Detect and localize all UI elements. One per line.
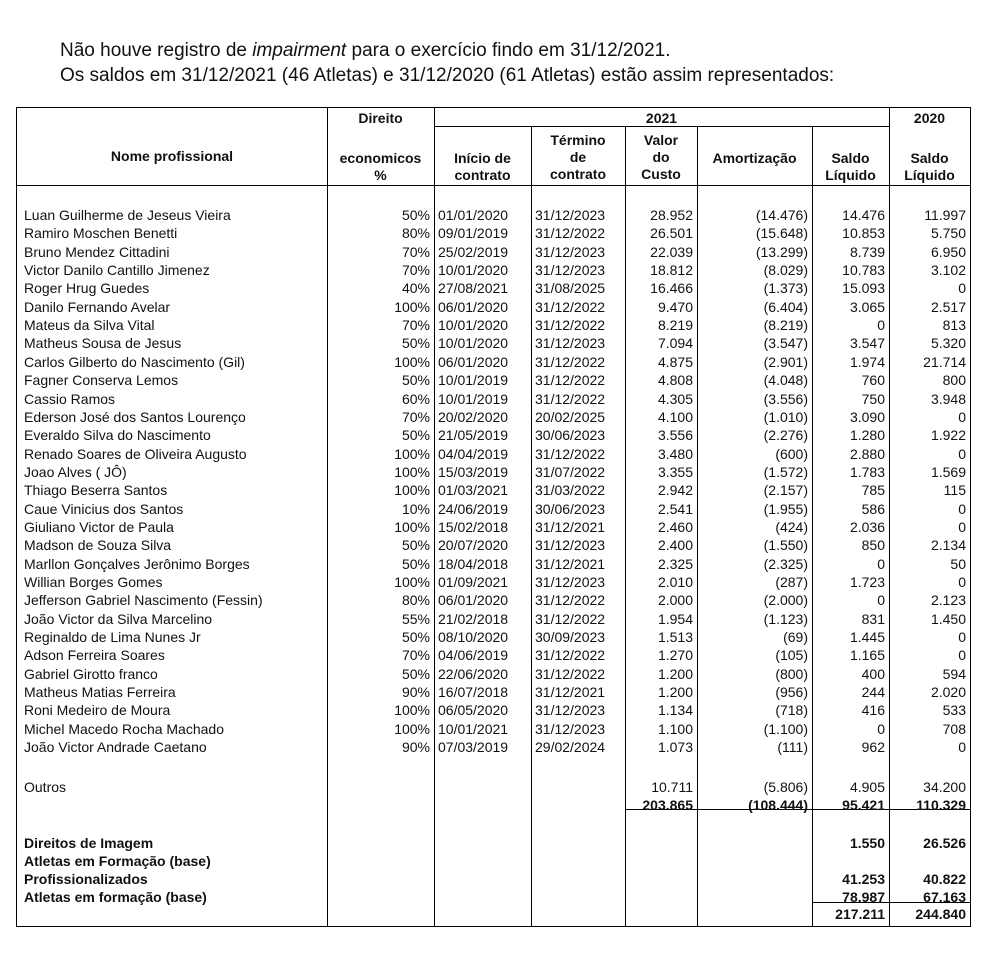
cell-termino: 31/12/2023: [535, 702, 606, 719]
table-row: [17, 279, 970, 297]
header-year-2021: 2021: [645, 110, 678, 126]
cell-inicio: 10/01/2019: [438, 372, 509, 389]
cell-direito: 60%: [401, 390, 430, 407]
cell-direito: 90%: [401, 739, 430, 756]
cell-inicio: 18/04/2018: [438, 555, 509, 572]
cell-valor: 2.942: [657, 482, 693, 499]
table-row: [17, 573, 970, 591]
cell-nome: Renado Soares de Oliveira Augusto: [24, 445, 247, 462]
cell-direito: 100%: [394, 353, 430, 370]
cell-termino: 29/02/2024: [535, 739, 606, 756]
cell-amortizacao: (956): [775, 684, 808, 701]
cell-nome: Matheus Matias Ferreira: [24, 684, 176, 701]
cell-saldo-2021: 400: [861, 665, 885, 682]
cell-termino: 30/06/2023: [535, 500, 606, 517]
cell-direito: 100%: [394, 298, 430, 315]
cell-direito: 100%: [394, 518, 430, 535]
cell-saldo-2021: 831: [861, 610, 885, 627]
cell-direito: 100%: [394, 445, 430, 462]
cell-saldo-2021: 1.974: [849, 353, 885, 370]
cell-termino: 31/12/2023: [535, 207, 606, 223]
header-direito-sub: economicos %: [339, 150, 422, 183]
table-row: [17, 206, 970, 224]
cell-inicio: 01/09/2021: [438, 574, 509, 590]
cell-saldo-2020: 2.517: [930, 298, 966, 315]
cell-saldo-2020: 0: [958, 408, 966, 425]
cell-termino: 31/12/2021: [535, 518, 606, 535]
cell-inicio: 25/02/2019: [438, 243, 509, 260]
header-amortizacao: Amortização: [712, 150, 797, 166]
cell-termino: 31/12/2021: [535, 555, 606, 572]
cell-termino: 31/03/2022: [535, 482, 606, 499]
cell-saldo-2021: 0: [877, 317, 885, 334]
table-row: [17, 720, 970, 738]
cell-inicio: 10/01/2020: [438, 317, 509, 334]
table-row: [17, 316, 970, 334]
cell-valor: 1.200: [657, 665, 693, 682]
cell-saldo-2021: 3.065: [849, 298, 885, 315]
totals-row: Atletas em Formação (base): [24, 853, 211, 869]
grand-total-row: 217.211 244.840: [835, 906, 966, 922]
cell-nome: Luan Guilherme de Jeseus Vieira: [24, 207, 231, 223]
cell-termino: 20/02/2025: [535, 408, 606, 425]
cell-saldo-2021: 1.165: [849, 647, 885, 664]
cell-valor: 9.470: [657, 298, 693, 315]
cell-amortizacao: (6.404): [763, 298, 808, 315]
table-row: [17, 518, 970, 536]
table-row: [17, 371, 970, 389]
cell-saldo-2021: 586: [861, 500, 885, 517]
cell-direito: 10%: [401, 500, 430, 517]
cell-amortizacao: (2.325): [763, 555, 808, 572]
cell-amortizacao: (2.000): [763, 592, 808, 609]
cell-nome: Madson de Souza Silva: [24, 537, 172, 554]
cell-inicio: 27/08/2021: [438, 280, 509, 297]
cell-saldo-2020: 2.020: [930, 684, 966, 701]
cell-valor: 1.954: [657, 610, 693, 627]
cell-saldo-2021: 962: [861, 739, 885, 756]
cell-saldo-2020: 11.997: [924, 207, 966, 223]
cell-termino: 31/12/2022: [535, 353, 606, 370]
cell-inicio: 22/06/2020: [438, 665, 509, 682]
cell-termino: 31/12/2022: [535, 610, 606, 627]
cell-nome: João Victor da Silva Marcelino: [24, 610, 213, 627]
cell-amortizacao: (8.219): [763, 317, 808, 334]
cell-direito: 50%: [401, 335, 430, 352]
cell-inicio: 06/01/2020: [438, 592, 509, 609]
cell-direito: 55%: [401, 610, 430, 627]
cell-valor: 22.039: [650, 243, 693, 260]
cell-valor: 4.100: [657, 408, 693, 425]
cell-valor: 7.094: [657, 335, 693, 352]
cell-termino: 31/12/2023: [535, 262, 606, 279]
cell-direito: 40%: [401, 280, 430, 297]
cell-inicio: 16/07/2018: [438, 684, 509, 701]
cell-saldo-2021: 10.853: [842, 225, 885, 242]
cell-saldo-2020: 2.123: [930, 592, 966, 609]
cell-valor: 2.325: [657, 555, 693, 572]
cell-direito: 80%: [401, 225, 430, 242]
intro-line-2: Os saldos em 31/12/2021 (46 Atletas) e 31/12/2020 (61 Atletas) estão assim representados:: [60, 65, 835, 86]
totals-row: Profissionalizados 41.253 40.822: [24, 871, 966, 887]
cell-amortizacao: (800): [775, 665, 808, 682]
cell-saldo-2021: 760: [861, 372, 885, 389]
table-row: [17, 628, 970, 646]
cell-saldo-2020: 3.948: [930, 390, 966, 407]
cell-nome: Adson Ferreira Soares: [24, 647, 165, 664]
cell-saldo-2021: 10.783: [842, 262, 885, 279]
intro-line-1: Não houve registro de impairment para o exercício findo em 31/12/2021.: [60, 40, 671, 61]
cell-saldo-2021: 3.090: [849, 408, 885, 425]
cell-saldo-2021: 1.783: [849, 463, 885, 480]
cell-direito: 70%: [401, 647, 430, 664]
header-saldo-2021: Saldo Líquido: [825, 150, 876, 183]
cell-direito: 70%: [401, 317, 430, 334]
table-row: [17, 298, 970, 316]
cell-nome: Joao Alves ( JÔ): [24, 463, 127, 480]
header-termino: Término de contrato: [550, 132, 606, 182]
cell-amortizacao: (15.648): [755, 225, 808, 242]
cell-saldo-2021: 785: [861, 482, 885, 499]
cell-termino: 31/12/2022: [535, 390, 606, 407]
cell-amortizacao: (424): [775, 518, 808, 535]
cell-direito: 100%: [394, 482, 430, 499]
cell-termino: 31/12/2021: [535, 684, 606, 701]
cell-valor: 2.000: [657, 592, 693, 609]
cell-saldo-2020: 1.569: [930, 463, 966, 480]
table-row: [17, 591, 970, 609]
cell-inicio: 06/01/2020: [438, 298, 509, 315]
cell-saldo-2021: 2.880: [849, 445, 885, 462]
cell-nome: Willian Borges Gomes: [24, 574, 163, 590]
table-row: [17, 408, 970, 426]
cell-valor: 3.556: [657, 427, 693, 444]
cell-inicio: 06/05/2020: [438, 702, 509, 719]
cell-amortizacao: (13.299): [755, 243, 808, 260]
totals-row: Direitos de Imagem 1.550 26.526: [24, 835, 966, 851]
cell-inicio: 10/01/2020: [438, 262, 509, 279]
cell-amortizacao: (718): [775, 702, 808, 719]
table-row: [17, 610, 970, 628]
cell-valor: 4.875: [657, 353, 693, 370]
cell-direito: 100%: [394, 463, 430, 480]
cell-termino: 31/12/2022: [535, 298, 606, 315]
table-row: [17, 243, 970, 261]
cell-valor: 28.952: [650, 207, 693, 223]
cell-saldo-2020: 0: [958, 574, 966, 590]
cell-termino: 31/12/2022: [535, 592, 606, 609]
cell-nome: Roger Hrug Guedes: [24, 280, 150, 297]
cell-saldo-2021: 850: [861, 537, 885, 554]
cell-inicio: 06/01/2020: [438, 353, 509, 370]
cell-valor: 3.355: [657, 463, 693, 480]
cell-valor: 1.073: [657, 739, 693, 756]
header-nome: Nome profissional: [110, 148, 234, 164]
athletes-table: [16, 107, 971, 927]
cell-termino: 31/12/2023: [535, 335, 606, 352]
outros-row: Outros 10.711 (5.806) 4.905 34.200: [24, 779, 966, 795]
cell-amortizacao: (1.373): [763, 280, 808, 297]
cell-amortizacao: (4.048): [763, 372, 808, 389]
cell-nome: Bruno Mendez Cittadini: [24, 243, 170, 260]
cell-inicio: 24/06/2019: [438, 500, 509, 517]
cell-direito: 50%: [401, 537, 430, 554]
cell-termino: 31/12/2022: [535, 317, 606, 334]
cell-inicio: 20/07/2020: [438, 537, 509, 554]
cell-amortizacao: (1.010): [763, 408, 808, 425]
cell-valor: 26.501: [650, 225, 693, 242]
cell-inicio: 01/03/2021: [438, 482, 509, 499]
cell-valor: 4.305: [657, 390, 693, 407]
cell-nome: Gabriel Girotto franco: [24, 665, 158, 682]
cell-nome: Mateus da Silva Vital: [24, 317, 155, 334]
cell-inicio: 07/03/2019: [438, 739, 509, 756]
cell-amortizacao: (2.276): [763, 427, 808, 444]
cell-nome: Giuliano Victor de Paula: [24, 518, 174, 535]
cell-valor: 18.812: [650, 262, 693, 279]
cell-amortizacao: (2.157): [763, 482, 808, 499]
cell-saldo-2020: 708: [942, 720, 966, 737]
cell-saldo-2021: 0: [877, 555, 885, 572]
cell-saldo-2020: 3.102: [930, 262, 966, 279]
cell-amortizacao: (1.100): [763, 720, 808, 737]
header-inicio: Início de contrato: [454, 150, 511, 183]
cell-saldo-2020: 21.714: [923, 353, 966, 370]
cell-saldo-2020: 0: [958, 518, 966, 535]
table-row: [17, 683, 970, 701]
table-row: [17, 334, 970, 352]
cell-amortizacao: (3.556): [763, 390, 808, 407]
cell-direito: 50%: [401, 372, 430, 389]
cell-saldo-2020: 0: [958, 739, 966, 756]
header-year-2020: 2020: [913, 110, 946, 126]
cell-valor: 8.219: [657, 317, 693, 334]
cell-nome: Roni Medeiro de Moura: [24, 702, 171, 719]
cell-saldo-2020: 0: [958, 280, 966, 297]
cell-inicio: 20/02/2020: [438, 408, 509, 425]
header-direito: Direito: [358, 110, 403, 126]
cell-direito: 100%: [394, 574, 430, 590]
cell-saldo-2020: 0: [958, 647, 966, 664]
cell-nome: Victor Danilo Cantillo Jimenez: [24, 262, 210, 279]
cell-nome: Marllon Gonçalves Jerônimo Borges: [24, 555, 250, 572]
cell-direito: 50%: [401, 629, 430, 646]
cell-amortizacao: (287): [775, 574, 808, 590]
cell-saldo-2020: 0: [958, 629, 966, 646]
cell-termino: 31/12/2022: [535, 372, 606, 389]
cell-nome: João Victor Andrade Caetano: [24, 739, 207, 756]
cell-nome: Everaldo Silva do Nascimento: [24, 427, 211, 444]
cell-nome: Fagner Conserva Lemos: [24, 372, 179, 389]
cell-termino: 31/12/2023: [535, 537, 606, 554]
cell-termino: 31/12/2023: [535, 574, 606, 590]
cell-saldo-2021: 1.445: [849, 629, 885, 646]
cell-saldo-2021: 3.547: [849, 335, 885, 352]
table-row: [17, 390, 970, 408]
table-row: [17, 353, 970, 371]
cell-amortizacao: (69): [783, 629, 808, 646]
cell-direito: 70%: [401, 243, 430, 260]
cell-valor: 1.513: [657, 629, 693, 646]
cell-inicio: 10/01/2019: [438, 390, 509, 407]
cell-valor: 1.200: [657, 684, 693, 701]
cell-amortizacao: (111): [777, 739, 808, 756]
cell-saldo-2020: 0: [958, 500, 966, 517]
cell-nome: Danilo Fernando Avelar: [24, 298, 171, 315]
table-row: [17, 224, 970, 242]
table-row: [17, 481, 970, 499]
table-row: [17, 261, 970, 279]
table-row: [17, 536, 970, 554]
cell-nome: Matheus Sousa de Jesus: [24, 335, 182, 352]
header-valor: Valor do Custo: [641, 132, 681, 182]
table-row: [17, 426, 970, 444]
cell-inicio: 15/03/2019: [438, 463, 509, 480]
cell-inicio: 08/10/2020: [438, 629, 509, 646]
cell-termino: 31/08/2025: [535, 280, 606, 297]
cell-direito: 50%: [401, 207, 430, 223]
cell-saldo-2020: 813: [942, 317, 966, 334]
header-saldo-2020: Saldo Líquido: [904, 150, 955, 183]
cell-saldo-2020: 2.134: [930, 537, 966, 554]
table-row: [17, 646, 970, 664]
cell-termino: 31/12/2022: [535, 647, 606, 664]
cell-direito: 50%: [401, 555, 430, 572]
cell-amortizacao: (600): [775, 445, 808, 462]
cell-saldo-2021: 244: [861, 684, 885, 701]
cell-direito: 50%: [401, 665, 430, 682]
cell-saldo-2021: 8.739: [849, 243, 885, 260]
cell-inicio: 04/04/2019: [438, 445, 509, 462]
cell-nome: Carlos Gilberto do Nascimento (Gil): [24, 353, 245, 370]
cell-saldo-2021: 1.280: [849, 427, 885, 444]
cell-direito: 70%: [401, 408, 430, 425]
cell-amortizacao: (1.572): [763, 463, 808, 480]
table-row: [17, 701, 970, 719]
cell-termino: 31/12/2023: [535, 243, 606, 260]
cell-amortizacao: (3.547): [763, 335, 808, 352]
cell-valor: 2.010: [657, 574, 693, 590]
cell-saldo-2020: 594: [942, 665, 966, 682]
cell-valor: 1.100: [657, 720, 693, 737]
cell-nome: Jefferson Gabriel Nascimento (Fessin): [24, 592, 263, 609]
cell-amortizacao: (105): [775, 647, 808, 664]
cell-inicio: 10/01/2020: [438, 335, 509, 352]
cell-saldo-2020: 5.750: [930, 225, 966, 242]
cell-termino: 30/06/2023: [535, 427, 606, 444]
cell-nome: Ramiro Moschen Benetti: [24, 225, 178, 242]
cell-termino: 31/12/2022: [535, 665, 606, 682]
cell-termino: 31/07/2022: [535, 463, 606, 480]
cell-nome: Reginaldo de Lima Nunes Jr: [24, 629, 201, 646]
cell-direito: 100%: [394, 720, 430, 737]
cell-inicio: 10/01/2021: [438, 720, 509, 737]
cell-direito: 80%: [401, 592, 430, 609]
cell-inicio: 21/02/2018: [438, 610, 509, 627]
cell-inicio: 04/06/2019: [438, 647, 509, 664]
cell-termino: 31/12/2023: [535, 720, 606, 737]
cell-direito: 70%: [401, 262, 430, 279]
cell-saldo-2020: 0: [958, 445, 966, 462]
cell-saldo-2020: 115: [943, 482, 966, 499]
table-row: [17, 500, 970, 518]
table-row: [17, 665, 970, 683]
cell-amortizacao: (1.955): [763, 500, 808, 517]
cell-saldo-2020: 1.922: [930, 427, 966, 444]
cell-termino: 31/12/2022: [535, 445, 606, 462]
cell-valor: 1.270: [657, 647, 693, 664]
cell-saldo-2020: 5.320: [930, 335, 966, 352]
intro-text: [60, 38, 834, 88]
cell-nome: Thiago Beserra Santos: [24, 482, 168, 499]
cell-saldo-2020: 533: [942, 702, 966, 719]
table-row: [17, 555, 970, 573]
cell-inicio: 15/02/2018: [438, 518, 509, 535]
cell-nome: Caue Vinicius dos Santos: [24, 500, 184, 517]
cell-inicio: 01/01/2020: [438, 207, 509, 223]
cell-direito: 90%: [401, 684, 430, 701]
cell-amortizacao: (1.550): [763, 537, 808, 554]
cell-direito: 100%: [394, 702, 430, 719]
cell-valor: 16.466: [650, 280, 693, 297]
cell-nome: Cassio Ramos: [24, 390, 116, 407]
cell-nome: Michel Macedo Rocha Machado: [24, 720, 224, 737]
cell-valor: 2.460: [657, 518, 693, 535]
cell-saldo-2021: 416: [861, 702, 885, 719]
cell-saldo-2020: 6.950: [930, 243, 966, 260]
table-row: [17, 445, 970, 463]
cell-saldo-2021: 14.476: [842, 207, 885, 223]
cell-saldo-2021: 0: [877, 720, 885, 737]
cell-amortizacao: (14.476): [755, 207, 808, 223]
cell-direito: 50%: [401, 427, 430, 444]
cell-amortizacao: (2.901): [763, 353, 808, 370]
cell-valor: 3.480: [657, 445, 693, 462]
cell-saldo-2021: 15.093: [842, 280, 885, 297]
cell-termino: 30/09/2023: [535, 629, 606, 646]
cell-saldo-2021: 750: [861, 390, 885, 407]
cell-saldo-2021: 1.723: [849, 574, 885, 590]
cell-valor: 1.134: [657, 702, 693, 719]
cell-saldo-2020: 50: [950, 555, 966, 572]
cell-inicio: 09/01/2019: [438, 225, 509, 242]
cell-valor: 2.541: [657, 500, 693, 517]
table-row: [17, 463, 970, 481]
cell-saldo-2020: 1.450: [930, 610, 966, 627]
subtotal-row: 203.865 (108.444) 95.421 110.329: [642, 797, 966, 813]
cell-valor: 4.808: [657, 372, 693, 389]
cell-saldo-2020: 800: [942, 372, 966, 389]
cell-inicio: 21/05/2019: [438, 427, 509, 444]
cell-amortizacao: (1.123): [763, 610, 808, 627]
cell-valor: 2.400: [657, 537, 693, 554]
cell-nome: Ederson José dos Santos Lourenço: [24, 408, 246, 425]
cell-saldo-2021: 0: [877, 592, 885, 609]
totals-row: Atletas em formação (base) 78.987 67.163: [24, 889, 966, 905]
table-row: [17, 738, 970, 756]
cell-termino: 31/12/2022: [535, 225, 606, 242]
cell-amortizacao: (8.029): [763, 262, 808, 279]
cell-saldo-2021: 2.036: [849, 518, 885, 535]
